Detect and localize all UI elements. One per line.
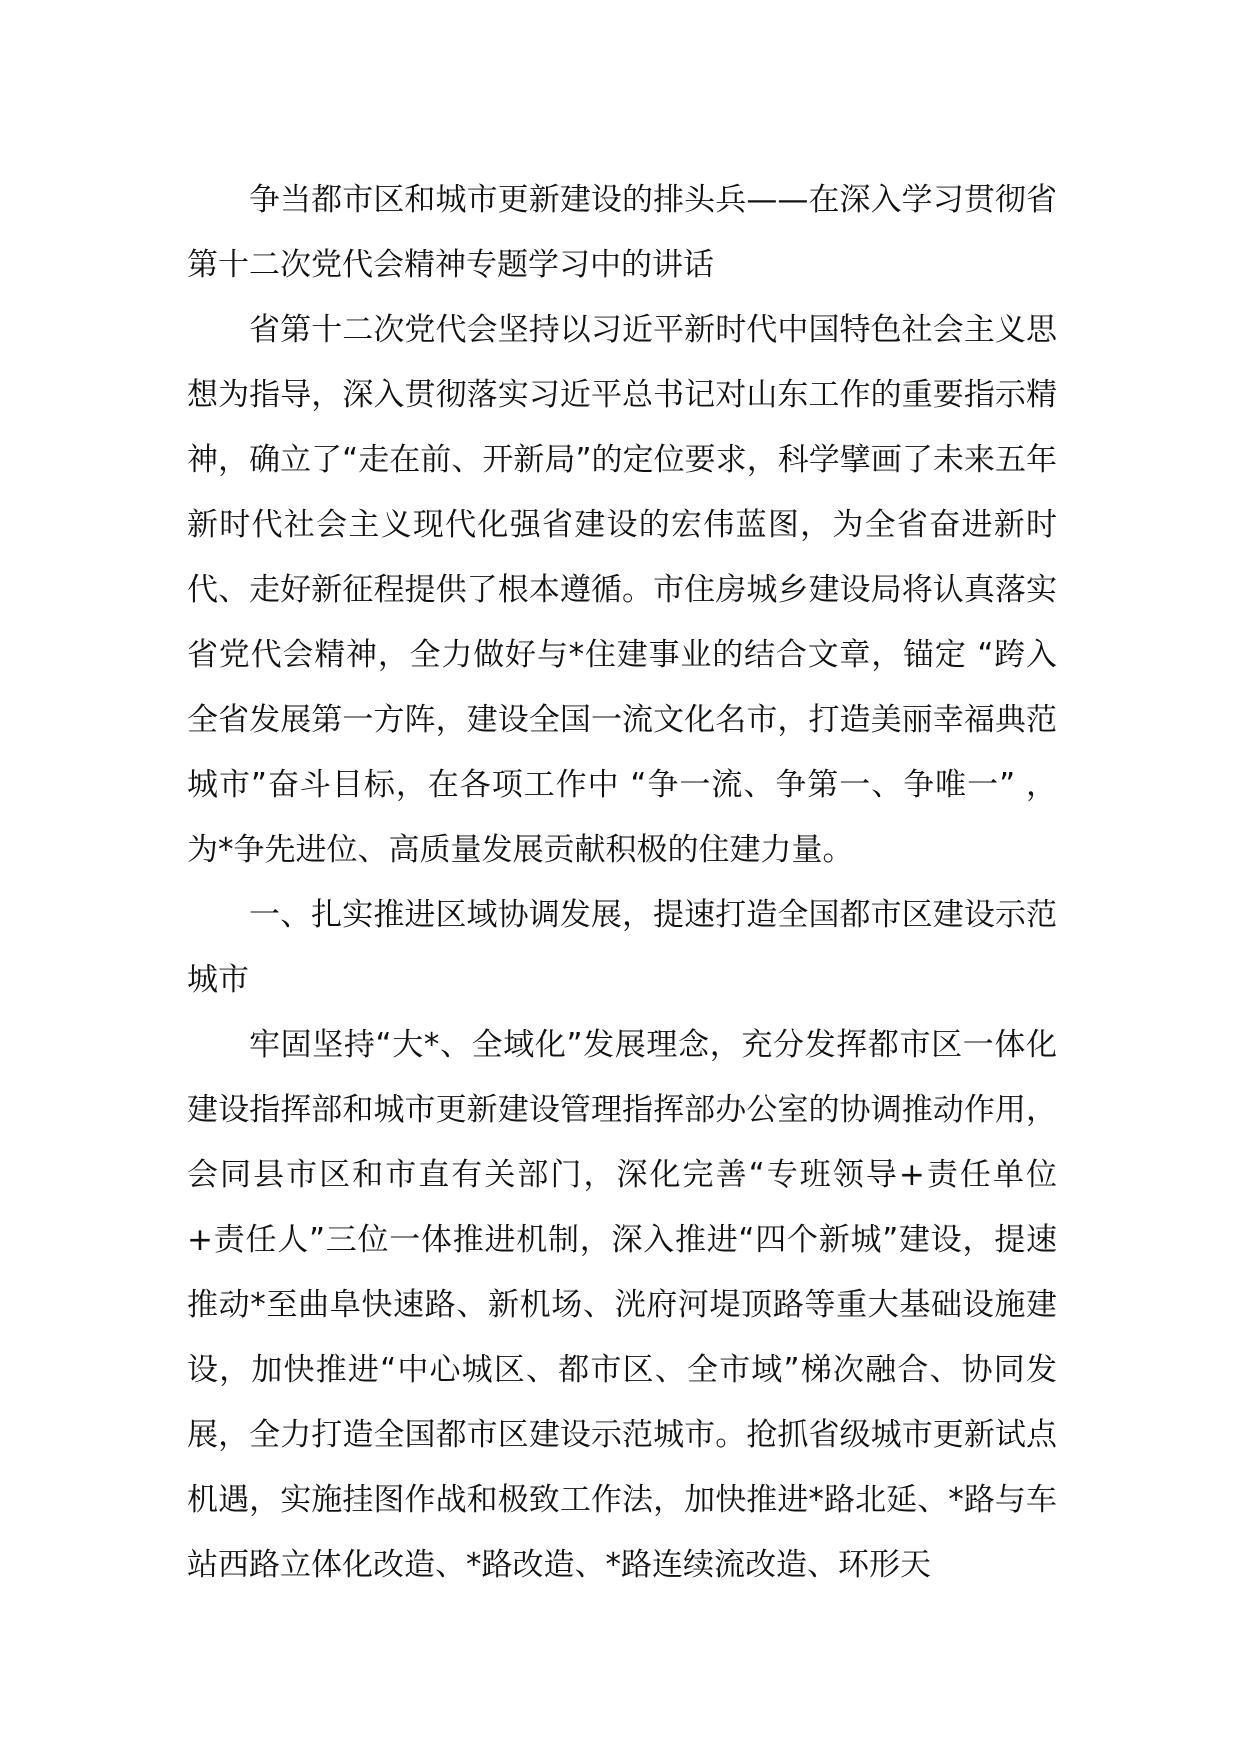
intro-paragraph: 省第十二次党代会坚持以习近平新时代中国特色社会主义思想为指导，深入贯彻落实习近平总书记对山东工作的重要指示精神，确立了“走在前、开新局”的定位要求，科学擘画了未来五年新时代社会主义现代化强省建设的宏伟蓝图，为全省奋进新时代、走好新征程提供了根本遵循。市住房城乡建设局将认真落实省党代会精神，全力做好与*住建事业的结合文章，锚定 “跨入全省发展第一方阵，建设全国一流文化名市，打造美丽幸福典范城市”奋斗目标，在各项工作中 “争一流、争第一、争唯一” ，为*争先进位、高质量发展贡献积极的住建力量。: [187, 312, 1057, 868]
document-body: [187, 168, 1057, 1598]
document-title: 争当都市区和城市更新建设的排头兵——在深入学习贯彻省第十二次党代会精神专题学习中的讲话: [187, 182, 1057, 283]
section-heading-1: 一、扎实推进区域协调发展，提速打造全国都市区建设示范城市: [187, 897, 1057, 998]
section-1-paragraph: 牢固坚持“大*、全域化”发展理念，充分发挥都市区一体化建设指挥部和城市更新建设管理指挥部办公室的协调推动作用，会同县市区和市直有关部门，深化完善“专班领导+责任单位+责任人”三位一体推进机制，深入推进“四个新城”建设，提速推动*至曲阜快速路、新机场、洸府河堤顶路等重大基础设施建设，加快推进“中心城区、都市区、全市域”梯次融合、协同发展，全力打造全国都市区建设示范城市。抢抓省级城市更新试点机遇，实施挂图作战和极致工作法，加快推进*路北延、*路与车站西路立体化改造、*路改造、*路连续流改造、环形天: [187, 1027, 1057, 1583]
